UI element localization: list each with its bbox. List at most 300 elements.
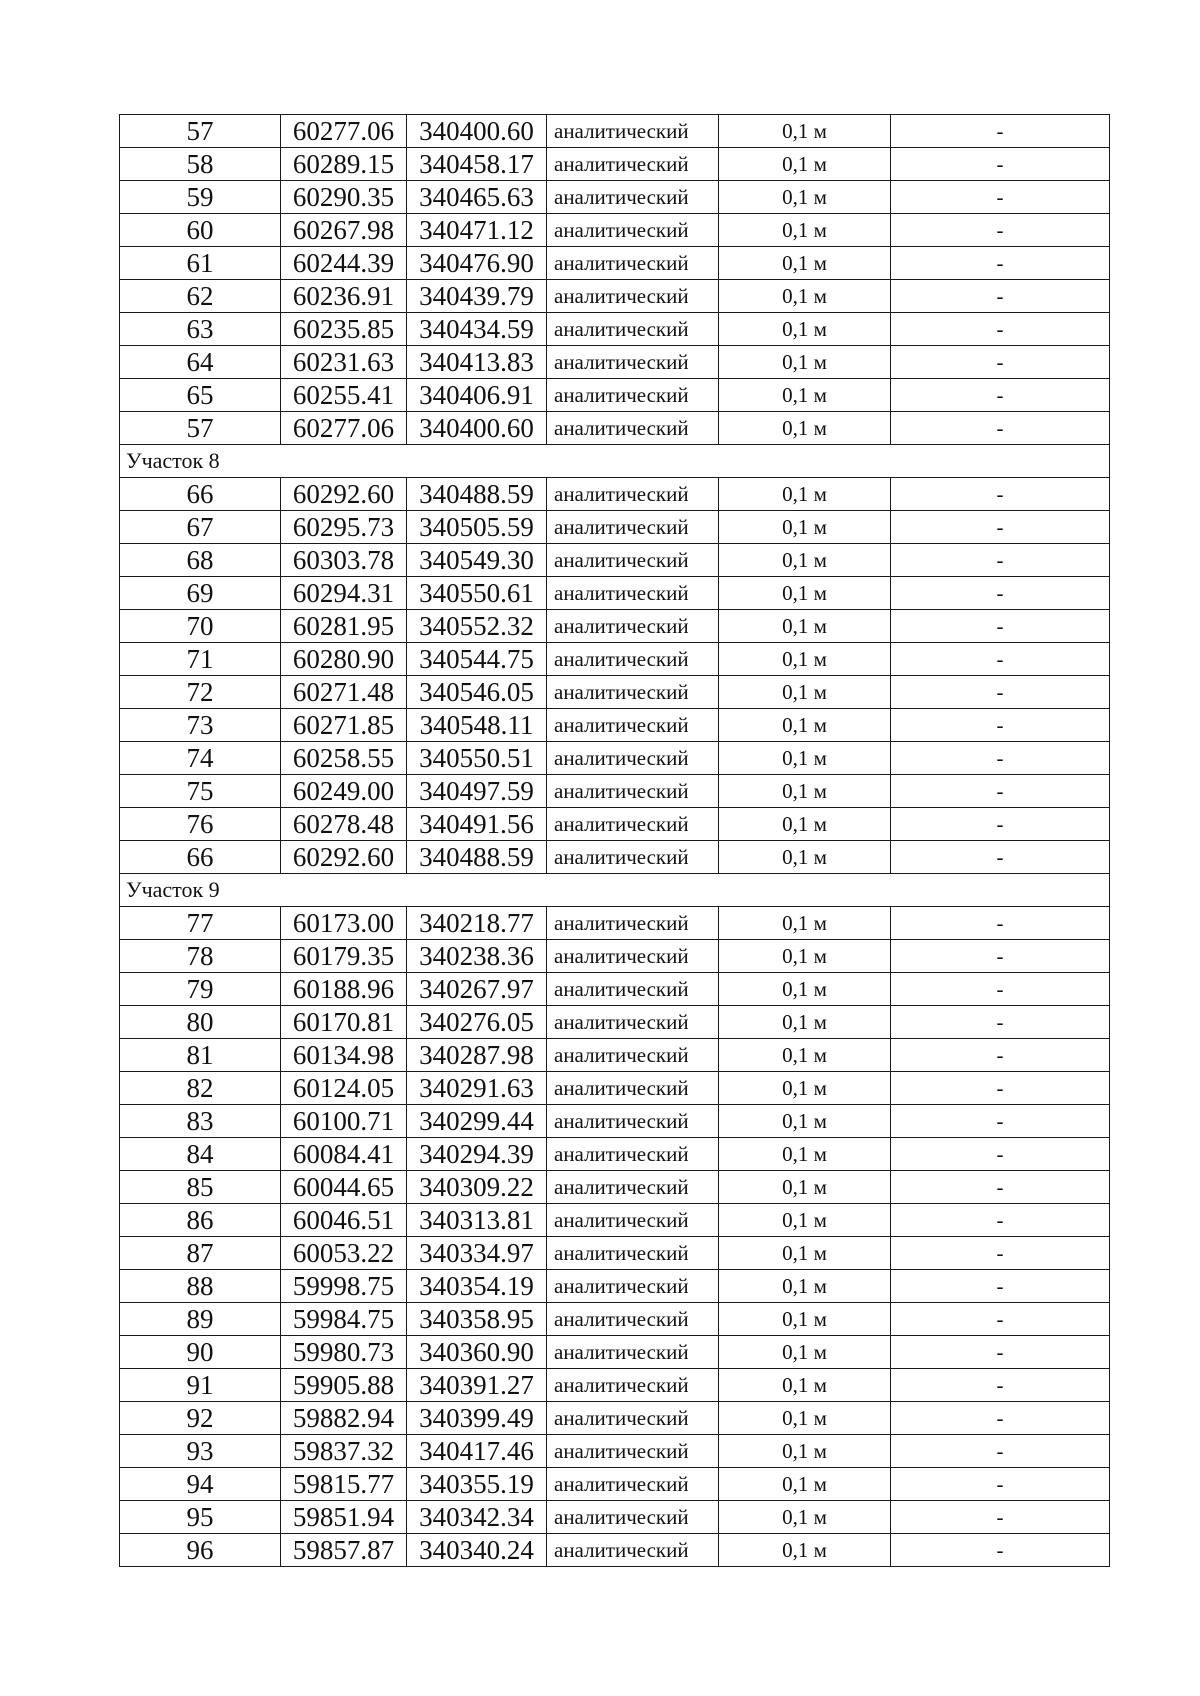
table-row bbox=[120, 544, 1110, 577]
method-cell: аналитический bbox=[547, 742, 719, 775]
method-cell: аналитический bbox=[547, 1039, 719, 1072]
table-row bbox=[120, 1039, 1110, 1072]
description-cell: - bbox=[891, 1303, 1110, 1336]
y-coordinate-cell: 340505.59 bbox=[407, 511, 547, 544]
x-coordinate-cell: 60267.98 bbox=[281, 214, 407, 247]
point-number-cell: 67 bbox=[120, 511, 281, 544]
accuracy-cell: 0,1 м bbox=[719, 1534, 891, 1567]
point-number-cell: 95 bbox=[120, 1501, 281, 1534]
x-coordinate-cell: 60231.63 bbox=[281, 346, 407, 379]
point-number-cell: 75 bbox=[120, 775, 281, 808]
y-coordinate-cell: 340400.60 bbox=[407, 115, 547, 148]
description-cell: - bbox=[891, 247, 1110, 280]
method-cell: аналитический bbox=[547, 643, 719, 676]
y-coordinate-cell: 340340.24 bbox=[407, 1534, 547, 1567]
method-cell: аналитический bbox=[547, 907, 719, 940]
x-coordinate-cell: 60044.65 bbox=[281, 1171, 407, 1204]
accuracy-cell: 0,1 м bbox=[719, 1171, 891, 1204]
x-coordinate-cell: 60173.00 bbox=[281, 907, 407, 940]
table-row bbox=[120, 115, 1110, 148]
table-row bbox=[120, 577, 1110, 610]
point-number-cell: 57 bbox=[120, 115, 281, 148]
description-cell: - bbox=[891, 1006, 1110, 1039]
description-cell: - bbox=[891, 181, 1110, 214]
table-row bbox=[120, 148, 1110, 181]
accuracy-cell: 0,1 м bbox=[719, 775, 891, 808]
y-coordinate-cell: 340313.81 bbox=[407, 1204, 547, 1237]
point-number-cell: 91 bbox=[120, 1369, 281, 1402]
description-cell: - bbox=[891, 1039, 1110, 1072]
description-cell: - bbox=[891, 478, 1110, 511]
x-coordinate-cell: 60292.60 bbox=[281, 478, 407, 511]
table-row bbox=[120, 1138, 1110, 1171]
method-cell: аналитический bbox=[547, 313, 719, 346]
method-cell: аналитический bbox=[547, 181, 719, 214]
x-coordinate-cell: 60170.81 bbox=[281, 1006, 407, 1039]
accuracy-cell: 0,1 м bbox=[719, 676, 891, 709]
accuracy-cell: 0,1 м bbox=[719, 280, 891, 313]
table-row bbox=[120, 1336, 1110, 1369]
accuracy-cell: 0,1 м bbox=[719, 1336, 891, 1369]
y-coordinate-cell: 340276.05 bbox=[407, 1006, 547, 1039]
x-coordinate-cell: 60277.06 bbox=[281, 115, 407, 148]
x-coordinate-cell: 60303.78 bbox=[281, 544, 407, 577]
point-number-cell: 94 bbox=[120, 1468, 281, 1501]
description-cell: - bbox=[891, 1435, 1110, 1468]
y-coordinate-cell: 340309.22 bbox=[407, 1171, 547, 1204]
description-cell: - bbox=[891, 346, 1110, 379]
description-cell: - bbox=[891, 280, 1110, 313]
accuracy-cell: 0,1 м bbox=[719, 346, 891, 379]
description-cell: - bbox=[891, 643, 1110, 676]
table-row bbox=[120, 907, 1110, 940]
point-number-cell: 80 bbox=[120, 1006, 281, 1039]
x-coordinate-cell: 60271.48 bbox=[281, 676, 407, 709]
table-row bbox=[120, 313, 1110, 346]
y-coordinate-cell: 340550.51 bbox=[407, 742, 547, 775]
description-cell: - bbox=[891, 148, 1110, 181]
accuracy-cell: 0,1 м bbox=[719, 808, 891, 841]
point-number-cell: 88 bbox=[120, 1270, 281, 1303]
table-row bbox=[120, 1204, 1110, 1237]
table-row bbox=[120, 940, 1110, 973]
method-cell: аналитический bbox=[547, 1534, 719, 1567]
table-row bbox=[120, 478, 1110, 511]
point-number-cell: 61 bbox=[120, 247, 281, 280]
table-row bbox=[120, 676, 1110, 709]
table-row bbox=[120, 280, 1110, 313]
x-coordinate-cell: 59882.94 bbox=[281, 1402, 407, 1435]
accuracy-cell: 0,1 м bbox=[719, 1435, 891, 1468]
y-coordinate-cell: 340497.59 bbox=[407, 775, 547, 808]
table-row bbox=[120, 1501, 1110, 1534]
point-number-cell: 90 bbox=[120, 1336, 281, 1369]
x-coordinate-cell: 60188.96 bbox=[281, 973, 407, 1006]
description-cell: - bbox=[891, 1171, 1110, 1204]
x-coordinate-cell: 60294.31 bbox=[281, 577, 407, 610]
method-cell: аналитический bbox=[547, 1072, 719, 1105]
accuracy-cell: 0,1 м bbox=[719, 544, 891, 577]
table-row bbox=[120, 709, 1110, 742]
y-coordinate-cell: 340546.05 bbox=[407, 676, 547, 709]
point-number-cell: 63 bbox=[120, 313, 281, 346]
accuracy-cell: 0,1 м bbox=[719, 1006, 891, 1039]
x-coordinate-cell: 59980.73 bbox=[281, 1336, 407, 1369]
description-cell: - bbox=[891, 1534, 1110, 1567]
accuracy-cell: 0,1 м bbox=[719, 643, 891, 676]
y-coordinate-cell: 340488.59 bbox=[407, 478, 547, 511]
point-number-cell: 96 bbox=[120, 1534, 281, 1567]
x-coordinate-cell: 60290.35 bbox=[281, 181, 407, 214]
point-number-cell: 64 bbox=[120, 346, 281, 379]
method-cell: аналитический bbox=[547, 280, 719, 313]
point-number-cell: 71 bbox=[120, 643, 281, 676]
method-cell: аналитический bbox=[547, 478, 719, 511]
description-cell: - bbox=[891, 544, 1110, 577]
method-cell: аналитический bbox=[547, 841, 719, 874]
y-coordinate-cell: 340360.90 bbox=[407, 1336, 547, 1369]
point-number-cell: 58 bbox=[120, 148, 281, 181]
accuracy-cell: 0,1 м bbox=[719, 577, 891, 610]
y-coordinate-cell: 340400.60 bbox=[407, 412, 547, 445]
point-number-cell: 70 bbox=[120, 610, 281, 643]
description-cell: - bbox=[891, 1204, 1110, 1237]
method-cell: аналитический bbox=[547, 709, 719, 742]
table-row bbox=[120, 1402, 1110, 1435]
point-number-cell: 78 bbox=[120, 940, 281, 973]
table-row bbox=[120, 511, 1110, 544]
table-row bbox=[120, 412, 1110, 445]
accuracy-cell: 0,1 м bbox=[719, 115, 891, 148]
accuracy-cell: 0,1 м bbox=[719, 742, 891, 775]
point-number-cell: 68 bbox=[120, 544, 281, 577]
description-cell: - bbox=[891, 412, 1110, 445]
description-cell: - bbox=[891, 1237, 1110, 1270]
description-cell: - bbox=[891, 1501, 1110, 1534]
x-coordinate-cell: 60277.06 bbox=[281, 412, 407, 445]
table-row bbox=[120, 1468, 1110, 1501]
description-cell: - bbox=[891, 313, 1110, 346]
method-cell: аналитический bbox=[547, 1138, 719, 1171]
method-cell: аналитический bbox=[547, 676, 719, 709]
y-coordinate-cell: 340465.63 bbox=[407, 181, 547, 214]
description-cell: - bbox=[891, 1468, 1110, 1501]
description-cell: - bbox=[891, 1336, 1110, 1369]
x-coordinate-cell: 59984.75 bbox=[281, 1303, 407, 1336]
accuracy-cell: 0,1 м bbox=[719, 1303, 891, 1336]
x-coordinate-cell: 60292.60 bbox=[281, 841, 407, 874]
x-coordinate-cell: 60084.41 bbox=[281, 1138, 407, 1171]
point-number-cell: 92 bbox=[120, 1402, 281, 1435]
y-coordinate-cell: 340434.59 bbox=[407, 313, 547, 346]
accuracy-cell: 0,1 м bbox=[719, 1501, 891, 1534]
table-row bbox=[120, 1270, 1110, 1303]
y-coordinate-cell: 340355.19 bbox=[407, 1468, 547, 1501]
y-coordinate-cell: 340488.59 bbox=[407, 841, 547, 874]
description-cell: - bbox=[891, 1138, 1110, 1171]
y-coordinate-cell: 340550.61 bbox=[407, 577, 547, 610]
y-coordinate-cell: 340391.27 bbox=[407, 1369, 547, 1402]
description-cell: - bbox=[891, 907, 1110, 940]
y-coordinate-cell: 340406.91 bbox=[407, 379, 547, 412]
point-number-cell: 72 bbox=[120, 676, 281, 709]
x-coordinate-cell: 60255.41 bbox=[281, 379, 407, 412]
accuracy-cell: 0,1 м bbox=[719, 610, 891, 643]
section-label: Участок 9 bbox=[120, 874, 1110, 907]
y-coordinate-cell: 340413.83 bbox=[407, 346, 547, 379]
x-coordinate-cell: 60134.98 bbox=[281, 1039, 407, 1072]
y-coordinate-cell: 340417.46 bbox=[407, 1435, 547, 1468]
y-coordinate-cell: 340439.79 bbox=[407, 280, 547, 313]
description-cell: - bbox=[891, 808, 1110, 841]
y-coordinate-cell: 340291.63 bbox=[407, 1072, 547, 1105]
description-cell: - bbox=[891, 940, 1110, 973]
accuracy-cell: 0,1 м bbox=[719, 1039, 891, 1072]
x-coordinate-cell: 60100.71 bbox=[281, 1105, 407, 1138]
coordinates-table bbox=[119, 114, 1110, 1567]
x-coordinate-cell: 59905.88 bbox=[281, 1369, 407, 1402]
description-cell: - bbox=[891, 214, 1110, 247]
description-cell: - bbox=[891, 1270, 1110, 1303]
method-cell: аналитический bbox=[547, 1171, 719, 1204]
point-number-cell: 59 bbox=[120, 181, 281, 214]
description-cell: - bbox=[891, 610, 1110, 643]
description-cell: - bbox=[891, 115, 1110, 148]
x-coordinate-cell: 60289.15 bbox=[281, 148, 407, 181]
method-cell: аналитический bbox=[547, 247, 719, 280]
y-coordinate-cell: 340287.98 bbox=[407, 1039, 547, 1072]
accuracy-cell: 0,1 м bbox=[719, 478, 891, 511]
y-coordinate-cell: 340399.49 bbox=[407, 1402, 547, 1435]
x-coordinate-cell: 60271.85 bbox=[281, 709, 407, 742]
table-row bbox=[120, 775, 1110, 808]
method-cell: аналитический bbox=[547, 511, 719, 544]
accuracy-cell: 0,1 м bbox=[719, 247, 891, 280]
method-cell: аналитический bbox=[547, 577, 719, 610]
coordinates-table-body bbox=[120, 115, 1110, 1567]
method-cell: аналитический bbox=[547, 1270, 719, 1303]
method-cell: аналитический bbox=[547, 1468, 719, 1501]
x-coordinate-cell: 60258.55 bbox=[281, 742, 407, 775]
point-number-cell: 79 bbox=[120, 973, 281, 1006]
x-coordinate-cell: 60053.22 bbox=[281, 1237, 407, 1270]
table-row bbox=[120, 247, 1110, 280]
x-coordinate-cell: 59815.77 bbox=[281, 1468, 407, 1501]
method-cell: аналитический bbox=[547, 940, 719, 973]
method-cell: аналитический bbox=[547, 412, 719, 445]
point-number-cell: 66 bbox=[120, 841, 281, 874]
method-cell: аналитический bbox=[547, 1402, 719, 1435]
x-coordinate-cell: 59837.32 bbox=[281, 1435, 407, 1468]
point-number-cell: 74 bbox=[120, 742, 281, 775]
accuracy-cell: 0,1 м bbox=[719, 379, 891, 412]
point-number-cell: 77 bbox=[120, 907, 281, 940]
y-coordinate-cell: 340491.56 bbox=[407, 808, 547, 841]
accuracy-cell: 0,1 м bbox=[719, 709, 891, 742]
table-row bbox=[120, 808, 1110, 841]
accuracy-cell: 0,1 м bbox=[719, 1138, 891, 1171]
accuracy-cell: 0,1 м bbox=[719, 148, 891, 181]
y-coordinate-cell: 340267.97 bbox=[407, 973, 547, 1006]
table-row bbox=[120, 1435, 1110, 1468]
method-cell: аналитический bbox=[547, 214, 719, 247]
table-row bbox=[120, 841, 1110, 874]
method-cell: аналитический bbox=[547, 346, 719, 379]
y-coordinate-cell: 340552.32 bbox=[407, 610, 547, 643]
y-coordinate-cell: 340334.97 bbox=[407, 1237, 547, 1270]
x-coordinate-cell: 60280.90 bbox=[281, 643, 407, 676]
table-row bbox=[120, 1303, 1110, 1336]
table-row bbox=[120, 1369, 1110, 1402]
x-coordinate-cell: 60244.39 bbox=[281, 247, 407, 280]
point-number-cell: 81 bbox=[120, 1039, 281, 1072]
y-coordinate-cell: 340342.34 bbox=[407, 1501, 547, 1534]
accuracy-cell: 0,1 м bbox=[719, 511, 891, 544]
method-cell: аналитический bbox=[547, 544, 719, 577]
method-cell: аналитический bbox=[547, 1006, 719, 1039]
description-cell: - bbox=[891, 577, 1110, 610]
y-coordinate-cell: 340294.39 bbox=[407, 1138, 547, 1171]
accuracy-cell: 0,1 м bbox=[719, 1237, 891, 1270]
method-cell: аналитический bbox=[547, 1303, 719, 1336]
y-coordinate-cell: 340358.95 bbox=[407, 1303, 547, 1336]
point-number-cell: 86 bbox=[120, 1204, 281, 1237]
method-cell: аналитический bbox=[547, 1105, 719, 1138]
description-cell: - bbox=[891, 742, 1110, 775]
accuracy-cell: 0,1 м bbox=[719, 1204, 891, 1237]
accuracy-cell: 0,1 м bbox=[719, 907, 891, 940]
point-number-cell: 66 bbox=[120, 478, 281, 511]
y-coordinate-cell: 340218.77 bbox=[407, 907, 547, 940]
description-cell: - bbox=[891, 1105, 1110, 1138]
table-row bbox=[120, 346, 1110, 379]
y-coordinate-cell: 340299.44 bbox=[407, 1105, 547, 1138]
table-row bbox=[120, 1534, 1110, 1567]
section-header-row bbox=[120, 874, 1110, 907]
table-row bbox=[120, 1006, 1110, 1039]
point-number-cell: 93 bbox=[120, 1435, 281, 1468]
table-row bbox=[120, 214, 1110, 247]
accuracy-cell: 0,1 м bbox=[719, 181, 891, 214]
point-number-cell: 83 bbox=[120, 1105, 281, 1138]
method-cell: аналитический bbox=[547, 1237, 719, 1270]
table-row bbox=[120, 1171, 1110, 1204]
accuracy-cell: 0,1 м bbox=[719, 1369, 891, 1402]
description-cell: - bbox=[891, 1072, 1110, 1105]
point-number-cell: 73 bbox=[120, 709, 281, 742]
x-coordinate-cell: 60235.85 bbox=[281, 313, 407, 346]
y-coordinate-cell: 340238.36 bbox=[407, 940, 547, 973]
accuracy-cell: 0,1 м bbox=[719, 1072, 891, 1105]
description-cell: - bbox=[891, 709, 1110, 742]
description-cell: - bbox=[891, 973, 1110, 1006]
point-number-cell: 87 bbox=[120, 1237, 281, 1270]
table-row bbox=[120, 1105, 1110, 1138]
method-cell: аналитический bbox=[547, 1501, 719, 1534]
x-coordinate-cell: 59998.75 bbox=[281, 1270, 407, 1303]
method-cell: аналитический bbox=[547, 1369, 719, 1402]
description-cell: - bbox=[891, 511, 1110, 544]
table-row bbox=[120, 742, 1110, 775]
point-number-cell: 60 bbox=[120, 214, 281, 247]
y-coordinate-cell: 340549.30 bbox=[407, 544, 547, 577]
table-row bbox=[120, 379, 1110, 412]
y-coordinate-cell: 340354.19 bbox=[407, 1270, 547, 1303]
point-number-cell: 62 bbox=[120, 280, 281, 313]
accuracy-cell: 0,1 м bbox=[719, 1105, 891, 1138]
method-cell: аналитический bbox=[547, 1435, 719, 1468]
table-row bbox=[120, 610, 1110, 643]
description-cell: - bbox=[891, 676, 1110, 709]
point-number-cell: 84 bbox=[120, 1138, 281, 1171]
point-number-cell: 89 bbox=[120, 1303, 281, 1336]
x-coordinate-cell: 60236.91 bbox=[281, 280, 407, 313]
y-coordinate-cell: 340548.11 bbox=[407, 709, 547, 742]
x-coordinate-cell: 60046.51 bbox=[281, 1204, 407, 1237]
point-number-cell: 57 bbox=[120, 412, 281, 445]
x-coordinate-cell: 60295.73 bbox=[281, 511, 407, 544]
section-header-row bbox=[120, 445, 1110, 478]
table-row bbox=[120, 973, 1110, 1006]
accuracy-cell: 0,1 м bbox=[719, 841, 891, 874]
point-number-cell: 69 bbox=[120, 577, 281, 610]
description-cell: - bbox=[891, 1369, 1110, 1402]
x-coordinate-cell: 60179.35 bbox=[281, 940, 407, 973]
method-cell: аналитический bbox=[547, 808, 719, 841]
method-cell: аналитический bbox=[547, 973, 719, 1006]
table-row bbox=[120, 181, 1110, 214]
accuracy-cell: 0,1 м bbox=[719, 940, 891, 973]
x-coordinate-cell: 60281.95 bbox=[281, 610, 407, 643]
accuracy-cell: 0,1 м bbox=[719, 973, 891, 1006]
y-coordinate-cell: 340544.75 bbox=[407, 643, 547, 676]
method-cell: аналитический bbox=[547, 148, 719, 181]
description-cell: - bbox=[891, 775, 1110, 808]
description-cell: - bbox=[891, 379, 1110, 412]
y-coordinate-cell: 340458.17 bbox=[407, 148, 547, 181]
accuracy-cell: 0,1 м bbox=[719, 214, 891, 247]
point-number-cell: 65 bbox=[120, 379, 281, 412]
x-coordinate-cell: 60278.48 bbox=[281, 808, 407, 841]
table-row bbox=[120, 643, 1110, 676]
description-cell: - bbox=[891, 1402, 1110, 1435]
x-coordinate-cell: 59857.87 bbox=[281, 1534, 407, 1567]
accuracy-cell: 0,1 м bbox=[719, 313, 891, 346]
method-cell: аналитический bbox=[547, 1336, 719, 1369]
accuracy-cell: 0,1 м bbox=[719, 1270, 891, 1303]
accuracy-cell: 0,1 м bbox=[719, 1468, 891, 1501]
x-coordinate-cell: 60249.00 bbox=[281, 775, 407, 808]
x-coordinate-cell: 60124.05 bbox=[281, 1072, 407, 1105]
method-cell: аналитический bbox=[547, 775, 719, 808]
table-row bbox=[120, 1072, 1110, 1105]
y-coordinate-cell: 340476.90 bbox=[407, 247, 547, 280]
method-cell: аналитический bbox=[547, 1204, 719, 1237]
description-cell: - bbox=[891, 841, 1110, 874]
accuracy-cell: 0,1 м bbox=[719, 1402, 891, 1435]
method-cell: аналитический bbox=[547, 610, 719, 643]
accuracy-cell: 0,1 м bbox=[719, 412, 891, 445]
x-coordinate-cell: 59851.94 bbox=[281, 1501, 407, 1534]
point-number-cell: 85 bbox=[120, 1171, 281, 1204]
method-cell: аналитический bbox=[547, 379, 719, 412]
section-label: Участок 8 bbox=[120, 445, 1110, 478]
method-cell: аналитический bbox=[547, 115, 719, 148]
y-coordinate-cell: 340471.12 bbox=[407, 214, 547, 247]
point-number-cell: 82 bbox=[120, 1072, 281, 1105]
point-number-cell: 76 bbox=[120, 808, 281, 841]
table-row bbox=[120, 1237, 1110, 1270]
